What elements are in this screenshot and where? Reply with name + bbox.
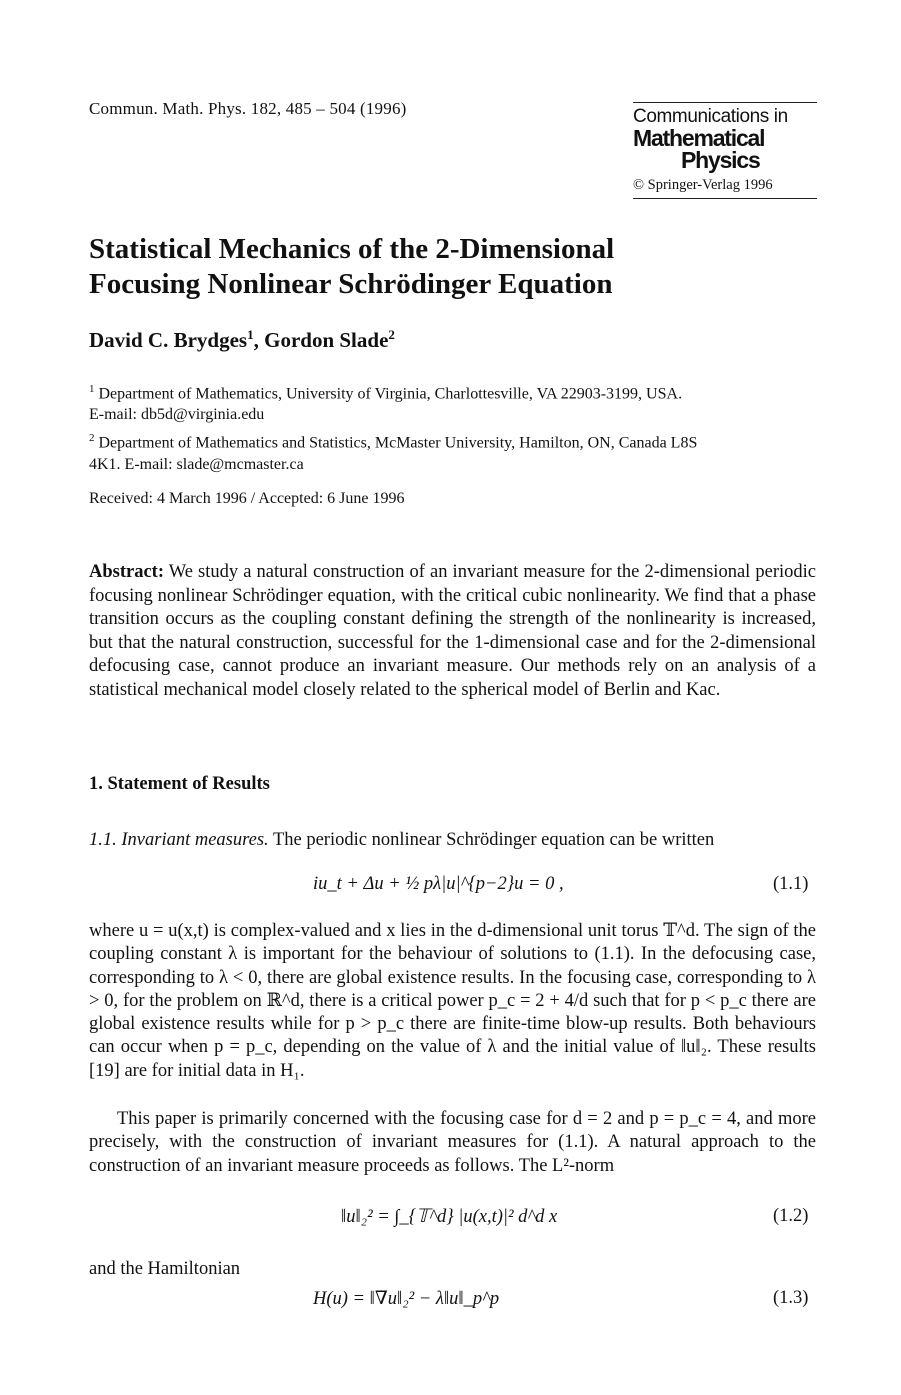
section-heading: 1. Statement of Results [89,774,270,794]
author-2-mark: 2 [388,327,395,342]
abstract-label: Abstract: [89,562,165,582]
journal-name-line1: Communications in [633,106,788,127]
subsection-label: 1.1. Invariant measures. [89,830,269,850]
affiliation-1-email: E-mail: db5d@virginia.edu [89,406,265,424]
equation-1-3-number: (1.3) [773,1288,809,1308]
author-1-mark: 1 [247,327,254,342]
equation-1-2-number: (1.2) [773,1206,809,1226]
affiliation-1-mark: 1 [89,383,95,395]
journal-logo [633,102,817,199]
author-2: Gordon Slade [264,328,389,352]
logo-rule-bottom [633,198,817,199]
equation-1-3: H(u) = ‖∇u‖₂² − λ‖u‖_p^p [313,1289,500,1309]
affiliation-2-mark: 2 [89,432,95,445]
title-line-2: Focusing Nonlinear Schrödinger Equation [89,268,613,300]
affiliation-1-text: Department of Mathematics, University of Virginia, Charlottesville, VA 22903-3199, USA. [94,385,683,403]
journal-name-line2: Mathematical [633,125,765,151]
subsection-text: The periodic nonlinear Schrödinger equation can be written [268,830,715,850]
affiliation-2-text: Department of Mathematics and Statistics, McMaster University, Hamilton, ON, Canada L8S [94,434,698,452]
author-separator: , [253,328,265,352]
paper-title [89,232,829,302]
equation-1-2: ‖u‖₂² = ∫_{𝕋^d} |u(x,t)|² d^d x [341,1207,558,1227]
author-1: David C. Brydges [89,328,248,352]
logo-rule-top [633,102,817,103]
abstract [89,561,816,703]
abstract-text: We study a natural construction of an invariant measure for the 2-dimensional periodic focusing nonlinear Schrödinger equation, with the critical cubic nonlinearity. We find that a phase transition occurs as the coupling constant defining the strength of the nonlinearity is increased, but that the natural construction, successful for the 1-dimensional case and for the 2-dimensional defocusing case, cannot produce an invariant measure. Our methods rely on an analysis of a statistical mechanical model closely related to the spherical model of Berlin and Kac. [89,562,816,700]
affiliation-1 [89,379,819,404]
journal-name-line3: Physics [681,147,760,173]
title-line-1: Statistical Mechanics of the 2-Dimensional [89,233,615,265]
publisher-copyright: © Springer-Verlag 1996 [633,177,773,193]
paragraph-3: This paper is primarily concerned with the focusing case for d = 2 and p = p_c = 4, and more precisely, with the construction of invariant measures for (1.1). A natural approach to the construction of an invariant measure proceeds as follows. The L²-norm [89,1109,816,1176]
affiliations [89,379,819,475]
equation-1-1: iu_t + Δu + ½ pλ|u|^{p−2}u = 0 , [313,874,564,894]
paragraph-4: and the Hamiltonian [89,1259,241,1279]
author-list [89,327,395,353]
paragraph-2: where u = u(x,t) is complex-valued and x lies in the d-dimensional unit torus 𝕋^d. The sign of the coupling constant λ is important for the behaviour of solutions to (1.1). In the defocusing case, corresponding to λ < 0, there are global existence results. In the focusing case, corresponding to λ > 0, for the problem on ℝ^d, there is a critical power p_c = 2 + 4/d such that for p < p_c there are global existence results while for p > p_c there are finite-time blow-up results. Both behaviours can occur when p = p_c, depending on the value of λ and the initial value of ‖u‖₂. These results [19] are for initial data in H₁. [89,921,816,1081]
subsection-intro [89,829,816,852]
affiliation-2-email: 4K1. E-mail: slade@mcmaster.ca [89,455,304,473]
affiliation-2 [89,428,819,453]
received-dates: Received: 4 March 1996 / Accepted: 6 June 1996 [89,490,405,507]
journal-citation: Commun. Math. Phys. 182, 485 – 504 (1996) [89,99,407,118]
equation-1-1-number: (1.1) [773,874,809,894]
